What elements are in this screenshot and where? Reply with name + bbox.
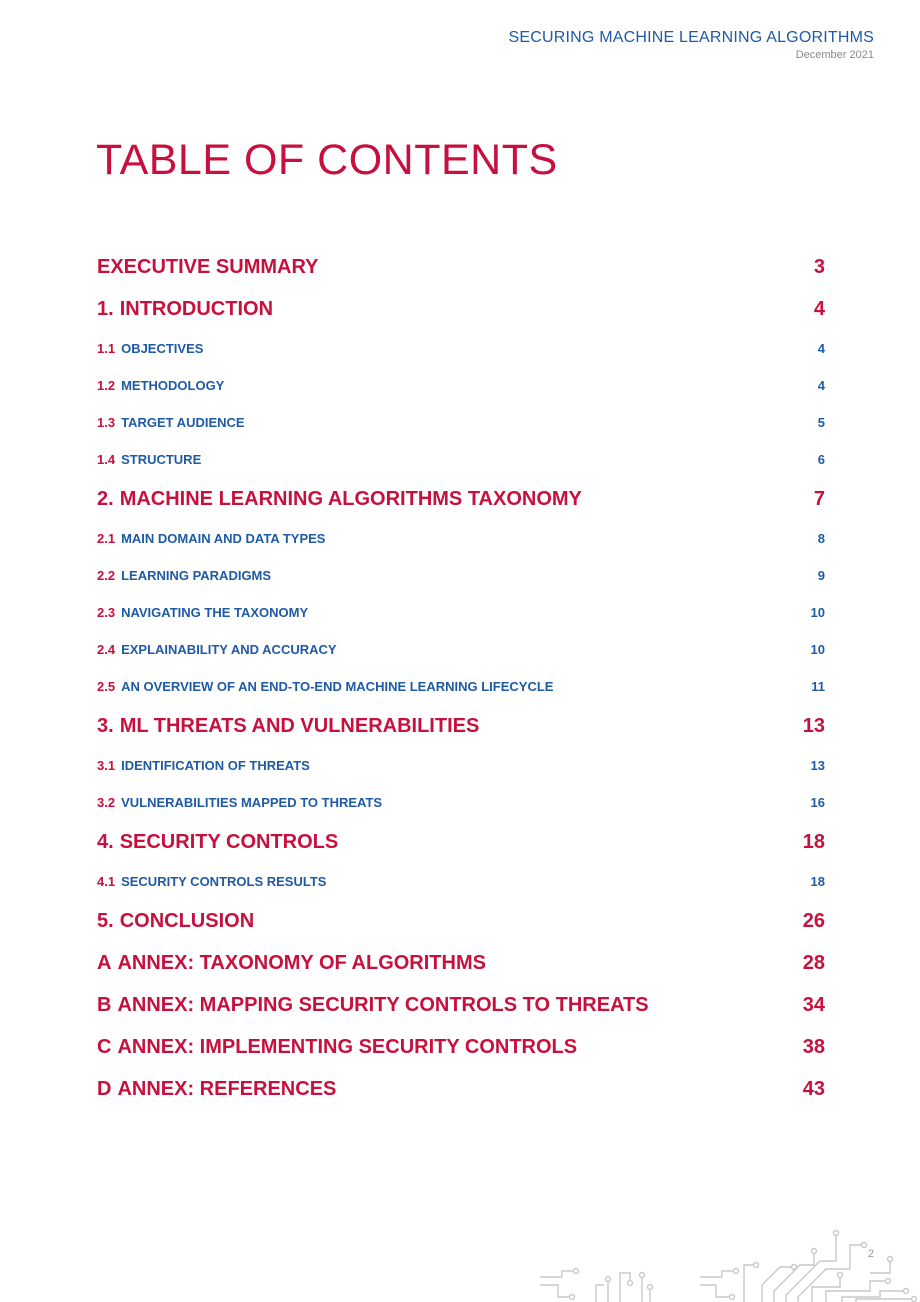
toc-entry-title: MAIN DOMAIN AND DATA TYPES xyxy=(121,531,326,546)
toc-section-entry[interactable] xyxy=(97,668,825,705)
toc-entry-page: 4 xyxy=(817,378,825,393)
toc-entry-page: 8 xyxy=(817,531,825,546)
toc-entry-text xyxy=(97,1036,577,1059)
toc-entry-text xyxy=(97,531,325,546)
toc-entry-page: 4 xyxy=(813,297,825,320)
toc-entry-number: 1.4 xyxy=(97,452,116,467)
toc-entry-title: NAVIGATING THE TAXONOMY xyxy=(121,605,309,620)
toc-chapter-entry[interactable] xyxy=(97,900,825,942)
table-of-contents xyxy=(97,246,825,1110)
toc-chapter-entry[interactable] xyxy=(97,246,825,288)
toc-chapter-entry[interactable] xyxy=(97,984,825,1026)
toc-entry-title: AN OVERVIEW OF AN END-TO-END MACHINE LEARNING LIFECYCLE xyxy=(121,679,554,694)
toc-entry-page: 18 xyxy=(810,874,825,889)
toc-chapter-entry[interactable] xyxy=(97,821,825,863)
toc-entry-page: 34 xyxy=(802,993,825,1016)
toc-entry-number: C xyxy=(97,1035,112,1058)
toc-section-entry[interactable] xyxy=(97,557,825,594)
toc-chapter-entry[interactable] xyxy=(97,1068,825,1110)
toc-entry-text xyxy=(97,715,479,738)
toc-entry-title: VULNERABILITIES MAPPED TO THREATS xyxy=(121,795,383,810)
toc-entry-page: 10 xyxy=(810,642,825,657)
toc-entry-title: ANNEX: MAPPING SECURITY CONTROLS TO THREATS xyxy=(117,993,649,1016)
toc-entry-title: ML THREATS AND VULNERABILITIES xyxy=(119,714,480,737)
toc-section-entry[interactable] xyxy=(97,367,825,404)
toc-chapter-entry[interactable] xyxy=(97,1026,825,1068)
toc-entry-title: IDENTIFICATION OF THREATS xyxy=(121,758,310,773)
toc-entry-text xyxy=(97,452,201,467)
toc-entry-number: 4.1 xyxy=(97,874,116,889)
toc-entry-title: SECURITY CONTROLS RESULTS xyxy=(121,874,327,889)
toc-chapter-entry[interactable] xyxy=(97,478,825,520)
circuit-pattern-icon xyxy=(540,1225,920,1302)
toc-entry-number: 2.5 xyxy=(97,679,116,694)
toc-entry-text xyxy=(97,415,245,430)
toc-section-entry[interactable] xyxy=(97,863,825,900)
toc-entry-text xyxy=(97,758,310,773)
toc-entry-number: 2. xyxy=(97,487,114,510)
toc-entry-page: 4 xyxy=(817,341,825,356)
toc-entry-number: 1.1 xyxy=(97,341,116,356)
toc-entry-title: METHODOLOGY xyxy=(121,378,225,393)
toc-entry-text xyxy=(97,994,649,1017)
toc-entry-text xyxy=(97,831,338,854)
toc-section-entry[interactable] xyxy=(97,330,825,367)
toc-entry-page: 6 xyxy=(817,452,825,467)
toc-entry-text xyxy=(97,679,553,694)
toc-entry-page: 26 xyxy=(802,909,825,932)
toc-entry-number: 3.1 xyxy=(97,758,116,773)
toc-entry-number: 1.3 xyxy=(97,415,116,430)
toc-entry-number: A xyxy=(97,951,112,974)
toc-entry-text xyxy=(97,910,254,933)
toc-entry-title: MACHINE LEARNING ALGORITHMS TAXONOMY xyxy=(119,487,582,510)
toc-entry-text xyxy=(97,605,308,620)
toc-entry-title: ANNEX: REFERENCES xyxy=(117,1077,337,1100)
toc-entry-number: 3. xyxy=(97,714,114,737)
toc-entry-title: EXPLAINABILITY AND ACCURACY xyxy=(121,642,337,657)
toc-entry-text xyxy=(97,256,319,279)
toc-entry-number: 5. xyxy=(97,909,114,932)
toc-section-entry[interactable] xyxy=(97,594,825,631)
running-header xyxy=(509,28,874,62)
toc-entry-number: 2.4 xyxy=(97,642,116,657)
toc-entry-text xyxy=(97,488,582,511)
toc-entry-text xyxy=(97,874,326,889)
toc-entry-page: 11 xyxy=(811,679,825,694)
toc-section-entry[interactable] xyxy=(97,747,825,784)
toc-section-entry[interactable] xyxy=(97,520,825,557)
toc-entry-number: D xyxy=(97,1077,112,1100)
toc-entry-title: LEARNING PARADIGMS xyxy=(121,568,272,583)
toc-entry-page: 18 xyxy=(802,830,825,853)
toc-entry-text xyxy=(97,341,203,356)
toc-entry-number: 1. xyxy=(97,297,114,320)
toc-entry-title: OBJECTIVES xyxy=(121,341,204,356)
page-number: 2 xyxy=(867,1248,874,1260)
toc-entry-number: 2.1 xyxy=(97,531,116,546)
toc-section-entry[interactable] xyxy=(97,441,825,478)
page-title: TABLE OF CONTENTS xyxy=(96,136,558,184)
toc-entry-title: STRUCTURE xyxy=(121,452,202,467)
toc-entry-text xyxy=(97,378,224,393)
toc-chapter-entry[interactable] xyxy=(97,288,825,330)
toc-section-entry[interactable] xyxy=(97,631,825,668)
toc-entry-title: TARGET AUDIENCE xyxy=(121,415,245,430)
toc-entry-title: EXECUTIVE SUMMARY xyxy=(97,255,319,278)
toc-entry-title: CONCLUSION xyxy=(119,909,255,932)
toc-chapter-entry[interactable] xyxy=(97,705,825,747)
toc-section-entry[interactable] xyxy=(97,404,825,441)
toc-entry-text xyxy=(97,642,337,657)
toc-entry-number: 4. xyxy=(97,830,114,853)
toc-entry-title: SECURITY CONTROLS xyxy=(119,830,339,853)
toc-entry-text xyxy=(97,568,271,583)
document-title: SECURING MACHINE LEARNING ALGORITHMS xyxy=(508,29,874,46)
toc-entry-text xyxy=(97,952,486,975)
toc-entry-page: 9 xyxy=(817,568,825,583)
toc-entry-number: 1.2 xyxy=(97,378,116,393)
toc-entry-page: 13 xyxy=(802,714,825,737)
document-date: December 2021 xyxy=(795,49,874,61)
toc-entry-page: 10 xyxy=(810,605,825,620)
toc-entry-text xyxy=(97,795,382,810)
toc-entry-page: 5 xyxy=(817,415,825,430)
toc-entry-number: 2.3 xyxy=(97,605,116,620)
toc-entry-number: B xyxy=(97,993,112,1016)
toc-entry-number: 2.2 xyxy=(97,568,116,583)
toc-entry-text xyxy=(97,298,273,321)
toc-entry-page: 7 xyxy=(813,487,825,510)
toc-section-entry[interactable] xyxy=(97,784,825,821)
toc-entry-title: INTRODUCTION xyxy=(119,297,274,320)
toc-entry-page: 43 xyxy=(802,1077,825,1100)
toc-chapter-entry[interactable] xyxy=(97,942,825,984)
toc-entry-page: 13 xyxy=(810,758,825,773)
toc-entry-page: 38 xyxy=(802,1035,825,1058)
toc-entry-title: ANNEX: IMPLEMENTING SECURITY CONTROLS xyxy=(117,1035,578,1058)
toc-entry-page: 28 xyxy=(802,951,825,974)
toc-entry-title: ANNEX: TAXONOMY OF ALGORITHMS xyxy=(117,951,486,974)
toc-entry-page: 3 xyxy=(813,255,825,278)
toc-entry-text xyxy=(97,1078,336,1101)
toc-entry-page: 16 xyxy=(810,795,825,810)
toc-entry-number: 3.2 xyxy=(97,795,116,810)
